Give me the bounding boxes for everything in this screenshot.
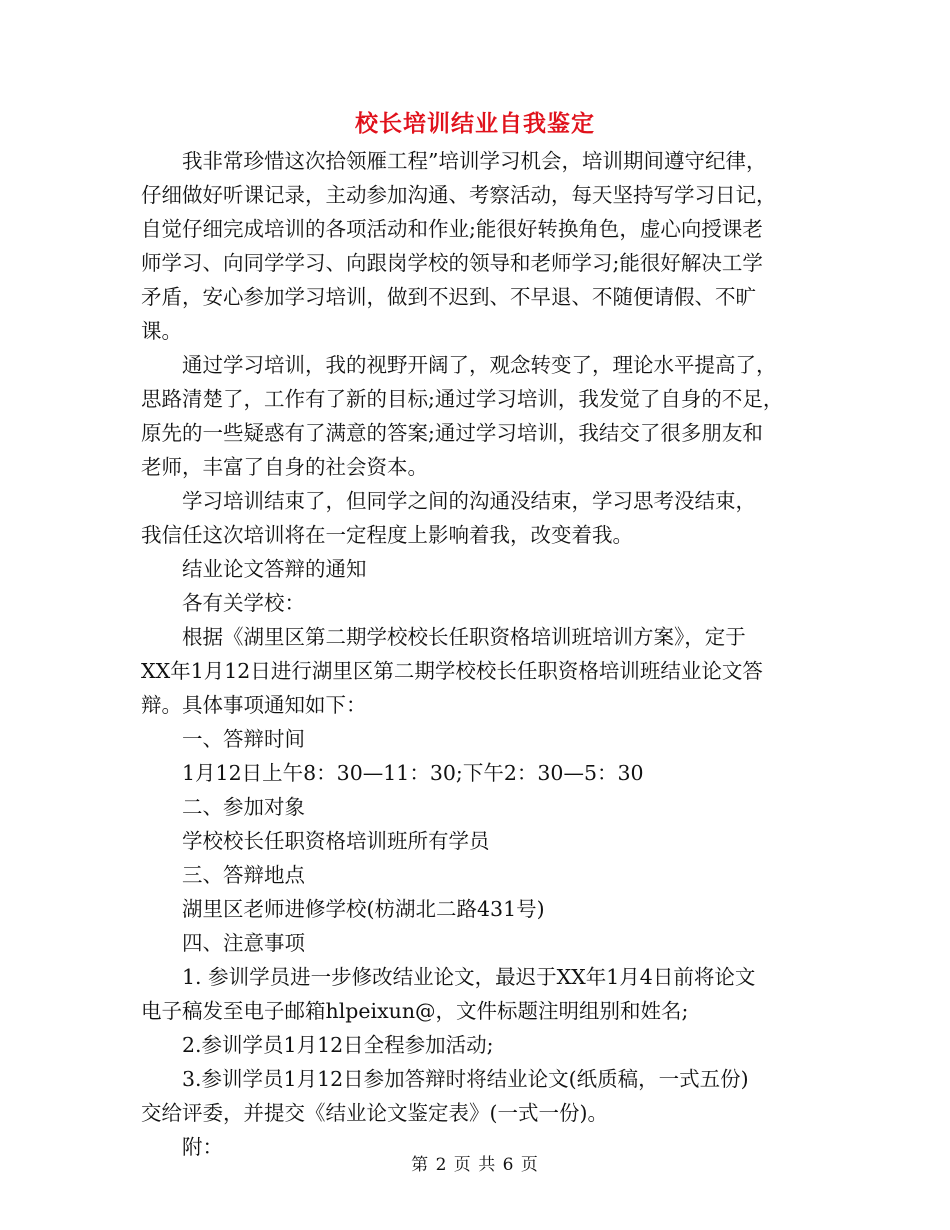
text-line: 我信任这次培训将在一定程度上影响着我，改变着我。: [141, 523, 633, 547]
text-line: XX年1月12日进行湖里区第二期学校校长任职资格培训班结业论文答: [141, 659, 763, 683]
text-line: 各有关学校：: [182, 591, 305, 615]
text-line: 四、注意事项: [182, 931, 305, 955]
text-line: 湖里区老师进修学校(枋湖北二路431号): [182, 897, 545, 921]
paragraph: [141, 722, 811, 756]
paragraph: [141, 824, 811, 858]
paragraph: [141, 586, 811, 620]
text-line: 结业论文答辩的通知: [182, 557, 367, 581]
text-line: 自觉仔细完成培训的各项活动和作业;能很好转换角色，虚心向授课老: [141, 217, 763, 241]
text-line: 电子稿发至电子邮箱hlpeixun@，文件标题注明组别和姓名;: [141, 999, 689, 1023]
text-line: 原先的一些疑惑有了满意的答案;通过学习培训，我结交了很多朋友和: [141, 421, 763, 445]
text-line: 矛盾，安心参加学习培训，做到不迟到、不早退、不随便请假、不旷: [141, 285, 756, 309]
text-line: 1. 参训学员进一步修改结业论文，最迟于XX年1月4日前将论文: [182, 965, 756, 989]
paragraph: [141, 756, 811, 790]
paragraph: [141, 552, 811, 586]
paragraph: [141, 484, 811, 552]
paragraph: [141, 348, 811, 484]
text-line: 辩。具体事项通知如下：: [141, 693, 367, 717]
text-line: 课。: [141, 319, 182, 343]
text-line: 1月12日上午8：30—11：30;下午2：30—5：30: [182, 761, 644, 785]
text-line: 2.参训学员1月12日全程参加活动;: [182, 1033, 494, 1057]
paragraph: [141, 620, 811, 722]
text-line: 老师，丰富了自身的社会资本。: [141, 455, 428, 479]
text-line: 交给评委，并提交《结业论文鉴定表》(一式一份)。: [141, 1101, 608, 1125]
text-line: 3.参训学员1月12日参加答辩时将结业论文(纸质稿，一式五份): [182, 1067, 749, 1091]
text-line: 学习培训结束了，但同学之间的沟通没结束，学习思考没结束，: [182, 489, 756, 513]
paragraph: [141, 790, 811, 824]
text-line: 二、参加对象: [182, 795, 305, 819]
document-body: [141, 144, 811, 1164]
paragraph: [141, 926, 811, 960]
text-line: 通过学习培训，我的视野开阔了，观念转变了，理论水平提高了，: [182, 353, 777, 377]
text-line: 一、答辩时间: [182, 727, 305, 751]
text-line: 附：: [182, 1135, 223, 1159]
text-line: 三、答辩地点: [182, 863, 305, 887]
text-line: 仔细做好听课记录，主动参加沟通、考察活动，每天坚持写学习日记，: [141, 183, 777, 207]
paragraph: [141, 1062, 811, 1130]
paragraph: [141, 858, 811, 892]
text-line: 根据《湖里区第二期学校校长任职资格培训班培训方案》，定于: [182, 625, 746, 649]
paragraph: [141, 144, 811, 348]
document-title: 校长培训结业自我鉴定: [355, 110, 595, 137]
text-line: 师学习、向同学学习、向跟岗学校的领导和老师学习;能很好解决工学: [141, 251, 763, 275]
paragraph: [141, 960, 811, 1028]
paragraph: [141, 1028, 811, 1062]
text-line: 我非常珍惜这次拾领雁工程”培训学习机会，培训期间遵守纪律，: [182, 149, 767, 173]
page-footer: 第 2 页 共 6 页: [411, 1155, 539, 1175]
text-line: 学校校长任职资格培训班所有学员: [182, 829, 490, 853]
paragraph: [141, 892, 811, 926]
text-line: 思路清楚了，工作有了新的目标;通过学习培训，我发觉了自身的不足，: [141, 387, 784, 411]
